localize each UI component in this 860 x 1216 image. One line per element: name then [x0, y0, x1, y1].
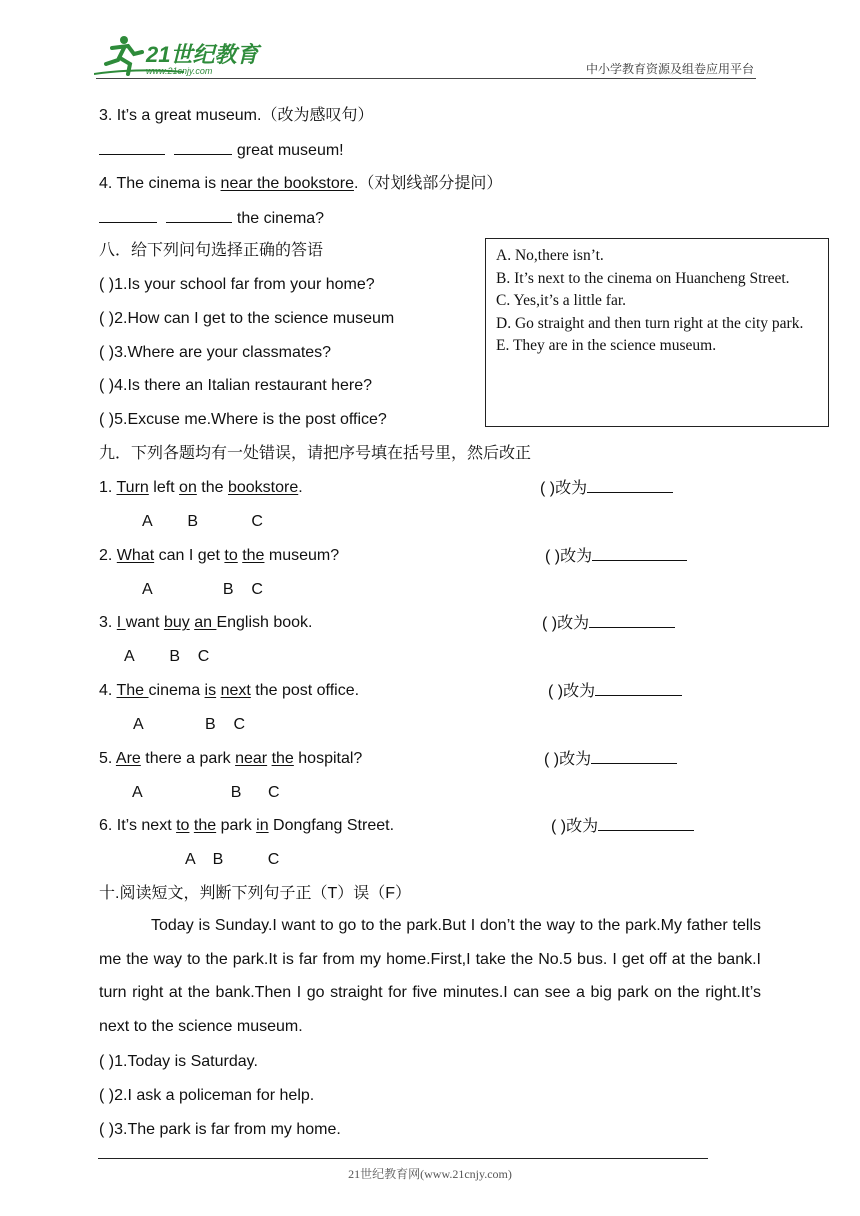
s8-question: ( )2.How can I get to the science museum — [99, 310, 395, 327]
s7-q3-answer: great museum! — [99, 140, 344, 161]
answer-options-box — [485, 238, 829, 427]
answer-option: A. No,there isn’t. — [496, 247, 604, 264]
section-10-title: 十.阅读短文，判断下列句子正（T）误（F） — [99, 885, 411, 902]
svg-text:21世纪教育: 21世纪教育 — [146, 42, 259, 67]
site-logo — [94, 34, 264, 78]
s8-question: ( )1.Is your school far from your home? — [99, 276, 375, 293]
header-platform-text: 中小学教育资源及组卷应用平台 — [585, 62, 754, 76]
s9-q6-fix[interactable]: ( )改为 — [551, 816, 694, 837]
footer-text: 21世纪教育网(www.21cnjy.com) — [348, 1167, 512, 1181]
s9-q5-labels: A B C — [132, 784, 280, 801]
s9-q4-fix[interactable]: ( )改为 — [548, 681, 682, 702]
answer-option: C. Yes,it’s a little far. — [496, 292, 627, 309]
s9-q5-fix[interactable]: ( )改为 — [544, 749, 677, 770]
section-8-title: 八．给下列问句选择正确的答语 — [99, 242, 324, 259]
s9-q2-fix[interactable]: ( )改为 — [545, 546, 687, 567]
s7-q4: 4. The cinema is near the bookstore.（对划线部分提问） — [99, 175, 503, 192]
s9-q2-labels: A B C — [142, 581, 263, 598]
answer-option: E. They are in the science museum. — [496, 337, 717, 354]
answer-option: B. It’s next to the cinema on Huancheng Street. — [496, 269, 790, 287]
s9-q4-labels: A B C — [133, 716, 246, 733]
s9-q1-labels: A B C — [142, 513, 263, 530]
svg-text:www.21cnjy.com: www.21cnjy.com — [146, 66, 213, 76]
s10-statement: ( )3.The park is far from my home. — [99, 1121, 341, 1138]
s9-q2: 2. What can I get to the museum? — [99, 547, 340, 564]
s9-q6: 6. It’s next to the park in Dongfang Street. — [99, 817, 395, 834]
s7-q4-answer: the cinema? — [99, 208, 324, 229]
answer-blank[interactable] — [166, 208, 232, 223]
s9-q1: 1. Turn left on the bookstore. — [99, 479, 303, 496]
s10-statement: ( )2.I ask a policeman for help. — [99, 1087, 315, 1104]
s8-question: ( )5.Excuse me.Where is the post office? — [99, 411, 387, 428]
s10-statement: ( )1.Today is Saturday. — [99, 1053, 258, 1070]
s9-q3-labels: A B C — [124, 648, 210, 665]
answer-option: D. Go straight and then turn right at the city park. — [496, 314, 804, 332]
s9-q3: 3. I want buy an English book. — [99, 614, 313, 631]
s8-question: ( )4.Is there an Italian restaurant here? — [99, 377, 373, 394]
footer-divider — [98, 1158, 708, 1159]
header-divider — [96, 78, 756, 79]
s9-q4: 4. The cinema is next the post office. — [99, 682, 360, 699]
section-9-title: 九．下列各题均有一处错误，请把序号填在括号里，然后改正 — [99, 445, 532, 462]
s8-question: ( )3.Where are your classmates? — [99, 344, 332, 361]
s9-q1-fix[interactable]: ( )改为 — [540, 478, 673, 499]
s9-q5: 5. Are there a park near the hospital? — [99, 750, 363, 767]
answer-blank[interactable] — [174, 140, 232, 155]
s9-q6-labels: A B C — [185, 851, 280, 868]
s7-q3: 3. It’s a great museum.（改为感叹句） — [99, 107, 374, 124]
answer-blank[interactable] — [99, 140, 165, 155]
answer-blank[interactable] — [99, 208, 157, 223]
s9-q3-fix[interactable]: ( )改为 — [542, 613, 675, 634]
reading-passage: Today is Sunday.I want to go to the park.But I don’t the way to the park.My father tells me the way to the park.It is far from my home.First,I take the No.5 bus. I get off at the bank.I turn right at the bank.Then I go straight for five minutes.I can see a big park on the right.It’s next to the science museum. — [99, 917, 761, 1036]
